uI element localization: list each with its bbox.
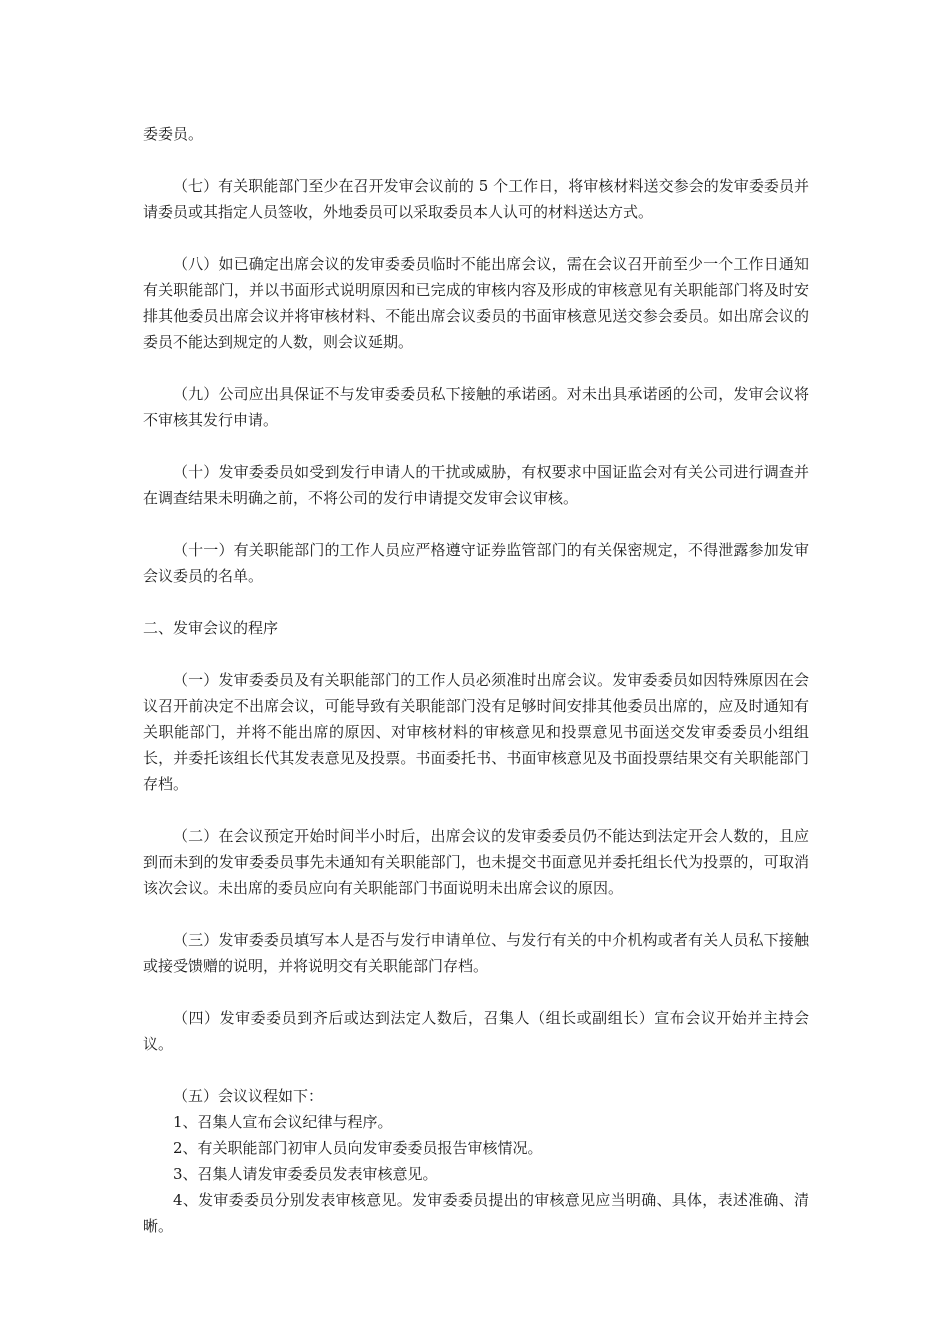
item-9: （九）公司应出具保证不与发审委委员私下接触的承诺函。对未出具承诺函的公司，发审会议将不审核其发行申请。 (143, 385, 809, 429)
item-7: （七）有关职能部门至少在召开发审会议前的 5 个工作日，将审核材料送交参会的发审委委员并请委员或其指定人员签收，外地委员可以采取委员本人认可的材料送达方式。 (143, 177, 809, 221)
agenda-step: 1、召集人宣布会议纪律与程序。 (173, 1113, 393, 1131)
paragraph-gap (143, 147, 809, 173)
paragraph-gap (143, 511, 809, 537)
paragraph-gap (143, 225, 809, 251)
agenda-step: 2、有关职能部门初审人员向发审委委员报告审核情况。 (173, 1139, 543, 1157)
agenda-step: 3、召集人请发审委委员发表审核意见。 (173, 1165, 438, 1183)
item-8: （八）如已确定出席会议的发审委委员临时不能出席会议，需在会议召开前至少一个工作日通知有关职能部门，并以书面形式说明原因和已完成的审核内容及形成的审核意见有关职能部门将及时安排其他委员出席会议并将审核材料、不能出席会议委员的书面审核意见送交参会委员。如出席会议的委员不能达到规定的人数，则会议延期。 (143, 255, 809, 351)
agenda-intro: （五）会议议程如下： (173, 1087, 324, 1105)
item-11: （十一）有关职能部门的工作人员应严格遵守证券监管部门的有关保密规定，不得泄露参加发审会议委员的名单。 (143, 541, 809, 585)
continuation-text: 委委员。 (143, 125, 204, 143)
paragraph-gap (143, 589, 809, 615)
procedure-item-2: （二）在会议预定开始时间半小时后，出席会议的发审委委员仍不能达到法定开会人数的，且应到而未到的发审委委员事先未通知有关职能部门，也未提交书面意见并委托组长代为投票的，可取消该次会议。未出席的委员应向有关职能部门书面说明未出席会议的原因。 (143, 827, 809, 897)
paragraph-gap (143, 1057, 809, 1083)
procedure-item-4: （四）发审委委员到齐后或达到法定人数后，召集人（组长或副组长）宣布会议开始并主持会议。 (143, 1009, 809, 1053)
section-heading: 二、发审会议的程序 (143, 619, 279, 637)
agenda-step: 4、发审委委员分别发表审核意见。发审委委员提出的审核意见应当明确、具体，表述准确、清晰。 (143, 1191, 809, 1235)
paragraph-gap (143, 355, 809, 381)
paragraph-gap (143, 797, 809, 823)
paragraph-gap (143, 901, 809, 927)
paragraph-gap (143, 979, 809, 1005)
paragraph-gap (143, 641, 809, 667)
paragraph-gap (143, 433, 809, 459)
procedure-item-3: （三）发审委委员填写本人是否与发行申请单位、与发行有关的中介机构或者有关人员私下接触或接受馈赠的说明，并将说明交有关职能部门存档。 (143, 931, 809, 975)
document-body (143, 121, 809, 1239)
item-10: （十）发审委委员如受到发行申请人的干扰或威胁，有权要求中国证监会对有关公司进行调查并在调查结果未明确之前，不将公司的发行申请提交发审会议审核。 (143, 463, 809, 507)
procedure-item-1: （一）发审委委员及有关职能部门的工作人员必须准时出席会议。发审委委员如因特殊原因在会议召开前决定不出席会议，可能导致有关职能部门没有足够时间安排其他委员出席的，应及时通知有关职能部门，并将不能出席的原因、对审核材料的审核意见和投票意见书面送交发审委委员小组组长，并委托该组长代其发表意见及投票。书面委托书、书面审核意见及书面投票结果交有关职能部门存档。 (143, 671, 809, 793)
